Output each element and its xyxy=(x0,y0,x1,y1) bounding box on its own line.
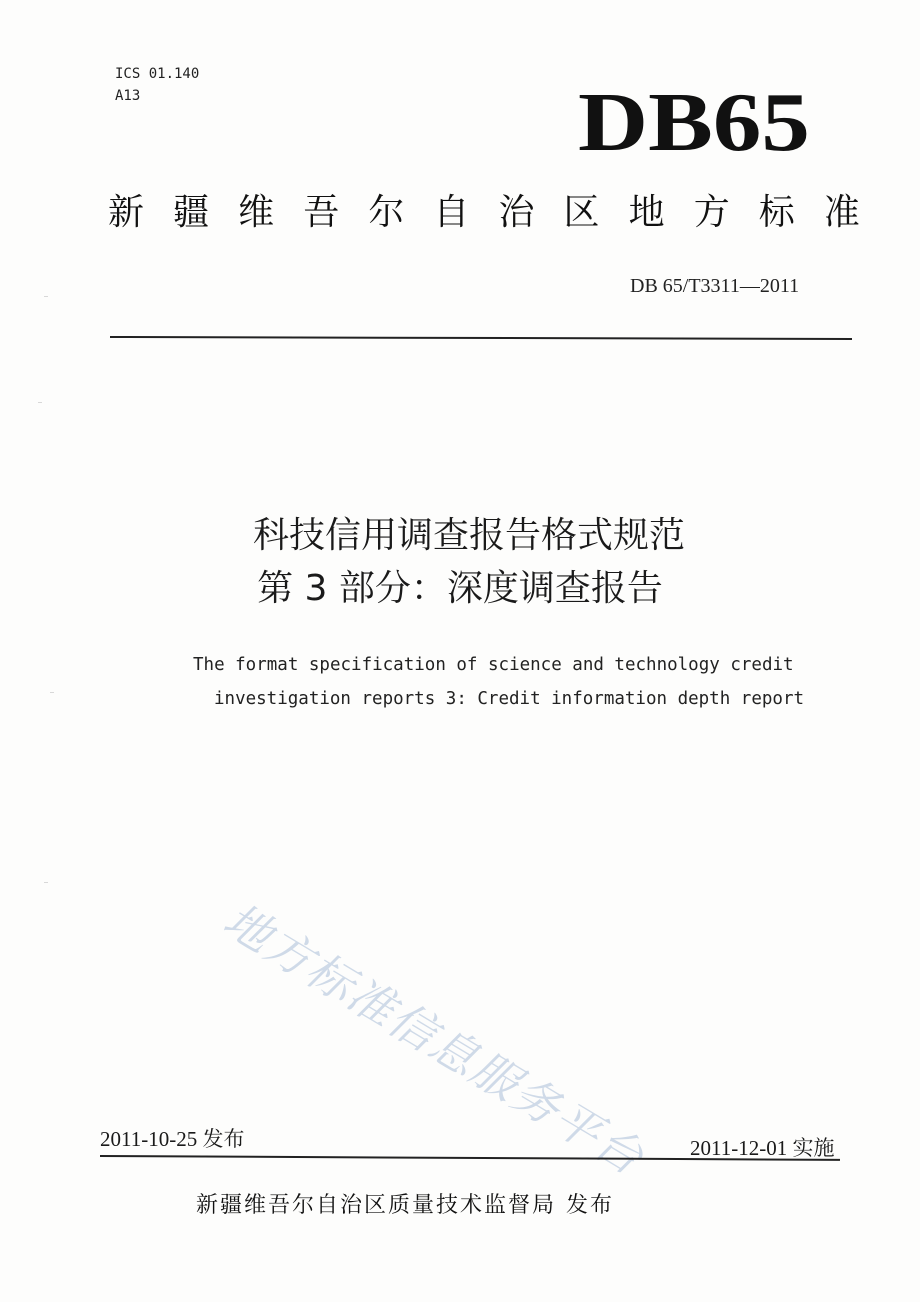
agency-char: 标 xyxy=(758,192,795,233)
publisher-name: 新疆维吾尔自治区质量技术监督局 xyxy=(196,1193,557,1218)
scan-speck xyxy=(50,692,54,693)
agency-title xyxy=(108,190,860,236)
issue-date: 2011-10-25 发布 xyxy=(100,1127,245,1151)
db65-logo-text: DB65 xyxy=(578,78,810,164)
publisher-line xyxy=(196,1188,614,1219)
agency-char: 疆 xyxy=(173,192,210,233)
agency-char: 准 xyxy=(823,192,860,233)
scan-speck xyxy=(38,402,42,403)
publisher-verb: 发布 xyxy=(566,1193,615,1218)
classification-codes xyxy=(115,63,199,107)
header-divider xyxy=(110,336,852,340)
agency-char: 新 xyxy=(108,192,145,233)
agency-char: 尔 xyxy=(368,192,405,233)
title-english-line-1: The format specification of science and technology credit xyxy=(193,655,794,675)
db65-logo xyxy=(578,78,810,164)
agency-char: 自 xyxy=(433,192,470,233)
standard-number: DB 65/T3311—2011 xyxy=(630,275,800,297)
agency-char: 地 xyxy=(628,192,665,233)
title-chinese-line-2: 第 3 部分：深度调查报告 xyxy=(257,568,663,609)
implementation-date: 2011-12-01 实施 xyxy=(690,1136,835,1160)
scan-speck xyxy=(44,296,48,297)
agency-char: 维 xyxy=(238,192,275,233)
agency-char: 治 xyxy=(498,192,535,233)
agency-char: 方 xyxy=(693,192,730,233)
title-chinese-line-1: 科技信用调查报告格式规范 xyxy=(252,515,685,556)
ccs-code: A13 xyxy=(115,88,141,104)
scan-speck xyxy=(44,882,48,883)
ics-code: ICS 01.140 xyxy=(115,66,200,82)
title-english-line-2: investigation reports 3: Credit information depth report xyxy=(214,689,805,709)
watermark-stamp: 地方标准信息服务平台 xyxy=(214,892,654,1186)
agency-char: 吾 xyxy=(303,192,340,233)
agency-char: 区 xyxy=(563,192,600,233)
